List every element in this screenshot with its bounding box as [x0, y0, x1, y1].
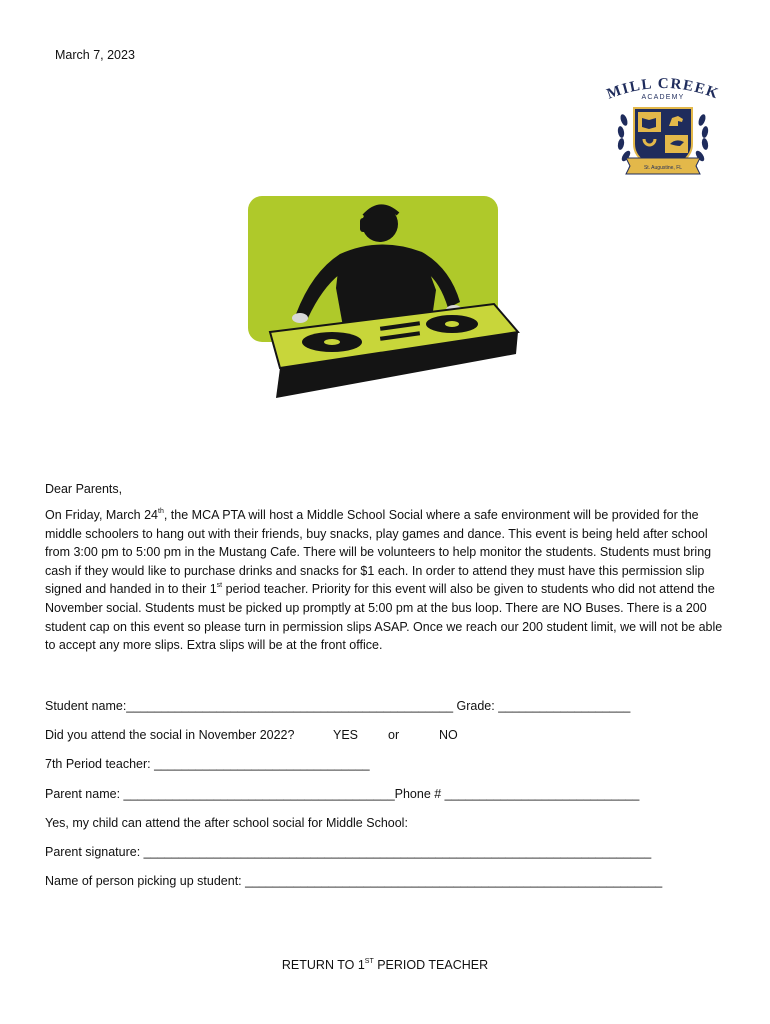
no-option[interactable]: NO — [439, 728, 458, 743]
permission-slip-form — [45, 697, 735, 901]
letter-date: March 7, 2023 — [55, 48, 135, 62]
pickup-person-field[interactable]: Name of person picking up student: ____________________________________________________________ — [45, 874, 663, 889]
dj-turntable-illustration — [240, 192, 530, 414]
logo-academy-text: ACADEMY — [641, 94, 685, 101]
consent-statement: Yes, my child can attend the after school social for Middle School: — [45, 815, 408, 830]
paragraph-text-middle: , the MCA PTA will host a Middle School Social where a safe environment will be provided for the middle schoolers to hang out with their friends, buy snacks, play games and dance. This event is being held after school from 3:00 pm to 5:00 pm in the Mustang Cafe. There will be volunteers to help monitor the students. Students must bring cash if they would like to purchase drinks and snacks for $1 each. In order to attend they must have this permission slip signed and handed in to their 1 — [45, 508, 712, 597]
attended-question: Did you attend the social in November 2022? — [45, 728, 295, 743]
footer-text-end: PERIOD TEACHER — [373, 958, 489, 972]
parent-name-phone-field[interactable]: Parent name: _______________________________________Phone # ____________________________ — [45, 786, 640, 801]
paragraph-text-start: On Friday, March 24 — [45, 508, 159, 522]
ordinal-suffix-2: st — [216, 582, 223, 590]
logo-banner-text: St. Augustine, FL — [643, 165, 683, 171]
teacher-field[interactable]: 7th Period teacher: _______________________________ — [45, 757, 370, 772]
letter-body — [45, 480, 725, 655]
mill-creek-academy-logo — [596, 74, 730, 186]
footer-text-start: RETURN TO 1 — [281, 958, 365, 972]
attended-question-row — [45, 726, 735, 755]
return-instruction — [0, 958, 770, 972]
yes-option[interactable]: YES — [333, 728, 359, 743]
logo-name-text: MILL CREEK — [604, 75, 722, 103]
parent-signature-field[interactable]: Parent signature: _________________________________________________________________________ — [45, 844, 652, 859]
student-name-grade-field[interactable]: Student name:_______________________________________________ Grade: ___________________ — [45, 699, 631, 713]
letter-paragraph — [45, 506, 725, 655]
paragraph-text-end: period teacher. Priority for this event will also be given to students who did not attend the November social. Students must be picked up promptly at 5:00 pm at the bus loop. There are NO Buses. There is a 200 student cap on this event so please turn in permission slips ASAP. Once we reach our 200 student limit, we will not be able to accept any more slips. Extra slips will be at the front office. — [45, 582, 723, 653]
footer-ordinal: ST — [364, 957, 374, 965]
salutation: Dear Parents, — [45, 482, 123, 496]
ordinal-suffix: th — [158, 507, 164, 515]
or-text: or — [388, 728, 400, 743]
